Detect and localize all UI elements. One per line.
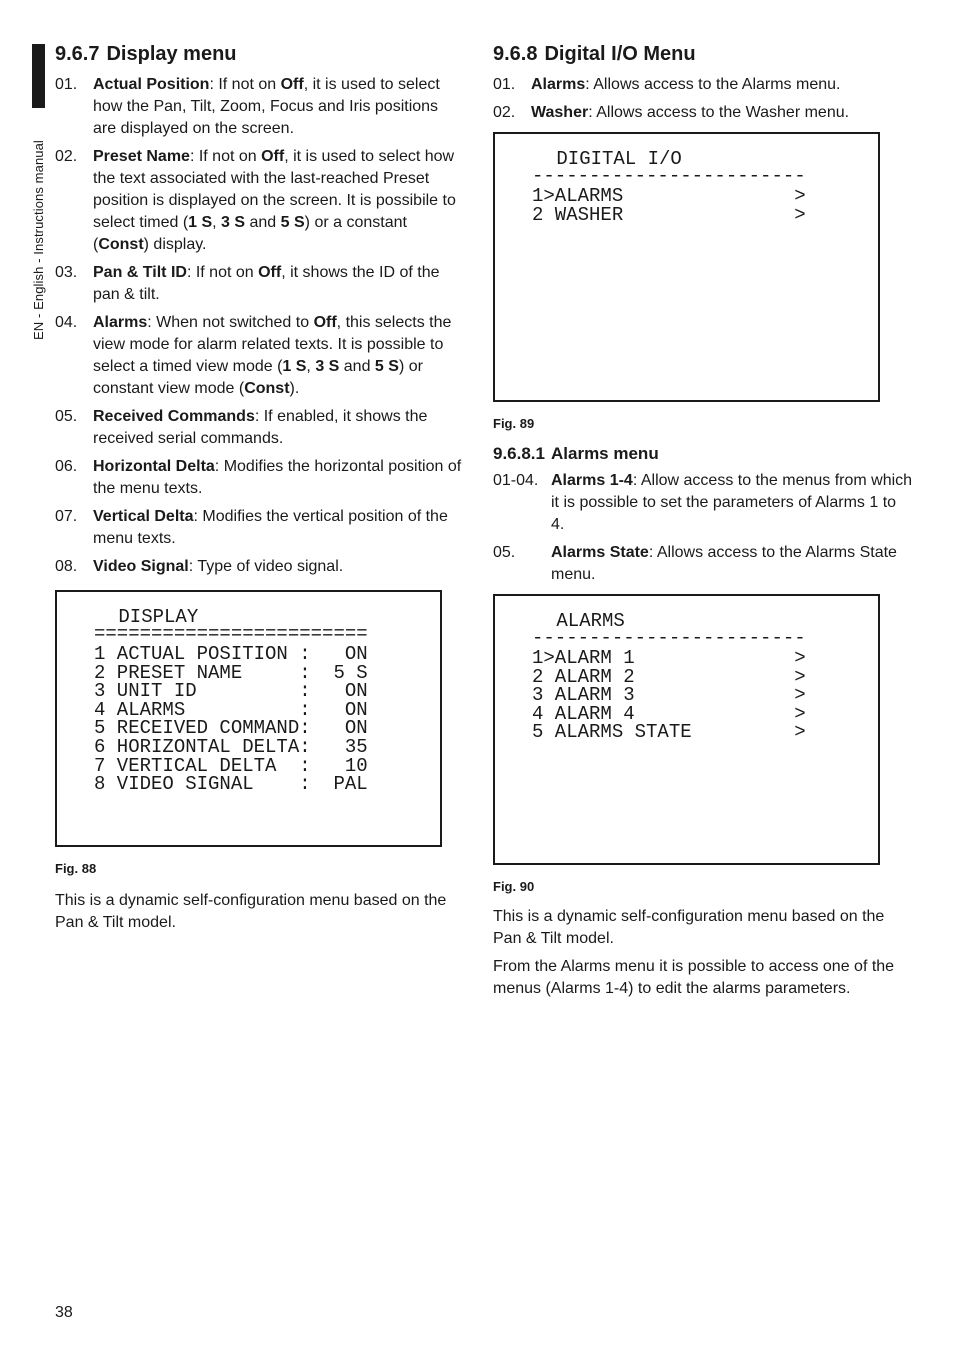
list-item (55, 74, 465, 140)
item-number: 01-04. (493, 472, 539, 489)
subsection-title: Alarms menu (551, 444, 659, 463)
item-description: : When not switched to (147, 314, 314, 331)
item-term: Alarms (93, 314, 148, 331)
item-term: Alarms (531, 76, 586, 93)
item-emphasis: 1 S (282, 358, 307, 375)
right-column (493, 40, 913, 1006)
paragraph: This is a dynamic self-configuration menu based on the Pan & Tilt model. (493, 908, 885, 947)
screen-rule: ------------------------ (532, 165, 806, 187)
subsection-number: 9.6.8.1 (493, 444, 545, 463)
screen-menu-row: 3 ALARM 3 > (532, 684, 806, 707)
item-text (93, 312, 465, 400)
screen-rows (532, 649, 806, 742)
item-term: Preset Name (93, 148, 190, 165)
item-description: : If not on (189, 148, 262, 165)
list-item (55, 456, 465, 500)
item-description: : Type of video signal. (188, 558, 344, 575)
section-title: Display menu (106, 43, 237, 65)
screen-menu-row: 1>ALARM 1 > (532, 647, 806, 669)
item-description: : Allow access to the menus from which it is possible to set the parameters of Alarms 1 to 4. (551, 472, 913, 533)
screen-rows (94, 645, 368, 794)
item-description: : If not on (186, 264, 259, 281)
section-number: 9.6.8 (493, 43, 538, 65)
screen-menu-row: 5 RECEIVED COMMAND: ON (94, 717, 368, 740)
item-description: , (306, 358, 316, 375)
item-description: : Modifies the vertical position of the menu texts. (93, 508, 448, 547)
item-emphasis: Off (258, 264, 282, 281)
item-description: ) or a constant ( (93, 214, 407, 253)
item-description: , (212, 214, 222, 231)
item-number: 02. (55, 148, 78, 165)
item-emphasis: Off (261, 148, 285, 165)
item-description: and (339, 358, 375, 375)
figure-caption: Fig. 88 (55, 861, 97, 876)
display-menu-item-list (55, 74, 465, 578)
item-term: Received Commands (93, 408, 255, 425)
item-description: : Allows access to the Alarms State menu. (551, 544, 897, 583)
screen-title: DIGITAL I/O (545, 148, 682, 170)
digital-io-item-list (493, 74, 913, 124)
item-number: 05. (493, 544, 516, 561)
screen-rule: ======================== (94, 623, 368, 645)
sidebar-marker-bar (32, 44, 45, 108)
item-term: Pan & Tilt ID (93, 264, 187, 281)
screen-rows (532, 187, 806, 224)
item-text (551, 470, 913, 536)
section-number: 9.6.7 (55, 43, 100, 65)
list-item (55, 506, 465, 550)
item-text (93, 406, 465, 450)
subsection-heading-alarms-menu (493, 443, 913, 465)
item-text (93, 456, 465, 500)
sidebar-label: EN - English - Instructions manual (31, 140, 46, 340)
item-number: 03. (55, 264, 78, 281)
screen-menu-row: 2 PRESET NAME : 5 S (94, 661, 368, 684)
item-description: , it shows the ID of the pan & tilt. (93, 264, 440, 303)
list-item (55, 556, 465, 578)
digital-io-menu-screen (493, 132, 880, 402)
screen-menu-row: 6 HORIZONTAL DELTA: 35 (94, 735, 368, 758)
item-description: : Allows access to the Washer menu. (588, 104, 850, 121)
screen-menu-row: 4 ALARM 4 > (532, 702, 806, 725)
screen-menu-row: 7 VERTICAL DELTA : 10 (94, 754, 368, 777)
screen-title: DISPLAY (107, 606, 199, 628)
screen-menu-row: 8 VIDEO SIGNAL : PAL (94, 773, 368, 796)
item-term: Actual Position (93, 76, 210, 93)
item-description: and (245, 214, 281, 231)
item-text (551, 542, 913, 586)
alarms-item-list (493, 470, 913, 586)
paragraph: This is a dynamic self-configuration menu based on the Pan & Tilt model. (55, 892, 447, 931)
item-number: 08. (55, 558, 78, 575)
item-description: : If enabled, it shows the received serial commands. (93, 408, 428, 447)
item-emphasis: 5 S (280, 214, 305, 231)
display-menu-screen (55, 590, 442, 847)
item-term: Horizontal Delta (93, 458, 215, 475)
section-title: Digital I/O Menu (544, 43, 696, 65)
item-emphasis: 5 S (374, 358, 399, 375)
item-text (93, 146, 465, 256)
screen-menu-row: 1 ACTUAL POSITION : ON (94, 643, 368, 665)
item-number: 05. (55, 408, 78, 425)
item-term: Video Signal (93, 558, 189, 575)
item-description: , it is used to select how the text associated with the last-reached Preset position is displayed on the screen. It is possibile to select timed ( (93, 148, 456, 231)
item-number: 02. (493, 104, 516, 121)
item-number: 06. (55, 458, 78, 475)
item-number: 01. (493, 76, 516, 93)
screen-menu-row: 1>ALARMS > (532, 185, 806, 207)
left-column (55, 40, 465, 940)
item-text (93, 262, 465, 306)
item-term: Washer (531, 104, 589, 121)
item-description: ) or constant view mode ( (93, 358, 423, 397)
item-text (531, 74, 913, 96)
item-emphasis: 1 S (188, 214, 213, 231)
item-description: , it is used to select how the Pan, Tilt, Zoom, Focus and Iris positions are displayed on the screen. (93, 76, 440, 137)
list-item (493, 74, 913, 96)
item-number: 01. (55, 76, 78, 93)
item-emphasis: 3 S (221, 214, 246, 231)
item-term: Alarms 1-4 (551, 472, 633, 489)
item-description: : Modifies the horizontal position of the menu texts. (93, 458, 462, 497)
item-number: 07. (55, 508, 78, 525)
screen-menu-row: 2 ALARM 2 > (532, 665, 806, 688)
item-term: Vertical Delta (93, 508, 194, 525)
list-item (493, 542, 913, 586)
list-item (493, 470, 913, 536)
item-emphasis: Const (244, 380, 290, 397)
list-item (55, 262, 465, 306)
item-number: 04. (55, 314, 78, 331)
paragraph: From the Alarms menu it is possible to access one of the menus (Alarms 1-4) to edit the alarms parameters. (493, 958, 895, 997)
screen-menu-row: 4 ALARMS : ON (94, 698, 368, 721)
screen-title: ALARMS (545, 610, 625, 632)
item-emphasis: Off (280, 76, 304, 93)
item-emphasis: 3 S (315, 358, 340, 375)
list-item (55, 406, 465, 450)
screen-menu-row: 2 WASHER > (532, 203, 806, 226)
screen-rule: ------------------------ (532, 627, 806, 649)
item-description: ) display. (143, 236, 207, 253)
item-emphasis: Const (98, 236, 144, 253)
page-number: 38 (55, 1304, 73, 1321)
item-description: : Allows access to the Alarms menu. (585, 76, 841, 93)
item-term: Alarms State (551, 544, 649, 561)
section-heading-digital-io-menu (493, 40, 913, 68)
item-emphasis: Off (313, 314, 337, 331)
item-text (531, 102, 913, 124)
list-item (55, 312, 465, 400)
section-heading-display-menu (55, 40, 465, 68)
figure-caption: Fig. 89 (493, 416, 535, 431)
item-description: , this selects the view mode for alarm related texts. It is possible to select a timed view mode ( (93, 314, 452, 375)
screen-menu-row: 3 UNIT ID : ON (94, 680, 368, 703)
item-description: : If not on (209, 76, 281, 93)
item-text (93, 74, 465, 140)
item-text (93, 506, 465, 550)
list-item (493, 102, 913, 124)
figure-caption: Fig. 90 (493, 879, 535, 894)
alarms-menu-screen (493, 594, 880, 865)
item-description: ). (289, 380, 300, 397)
screen-menu-row: 5 ALARMS STATE > (532, 721, 806, 744)
item-text (93, 556, 465, 578)
list-item (55, 146, 465, 256)
